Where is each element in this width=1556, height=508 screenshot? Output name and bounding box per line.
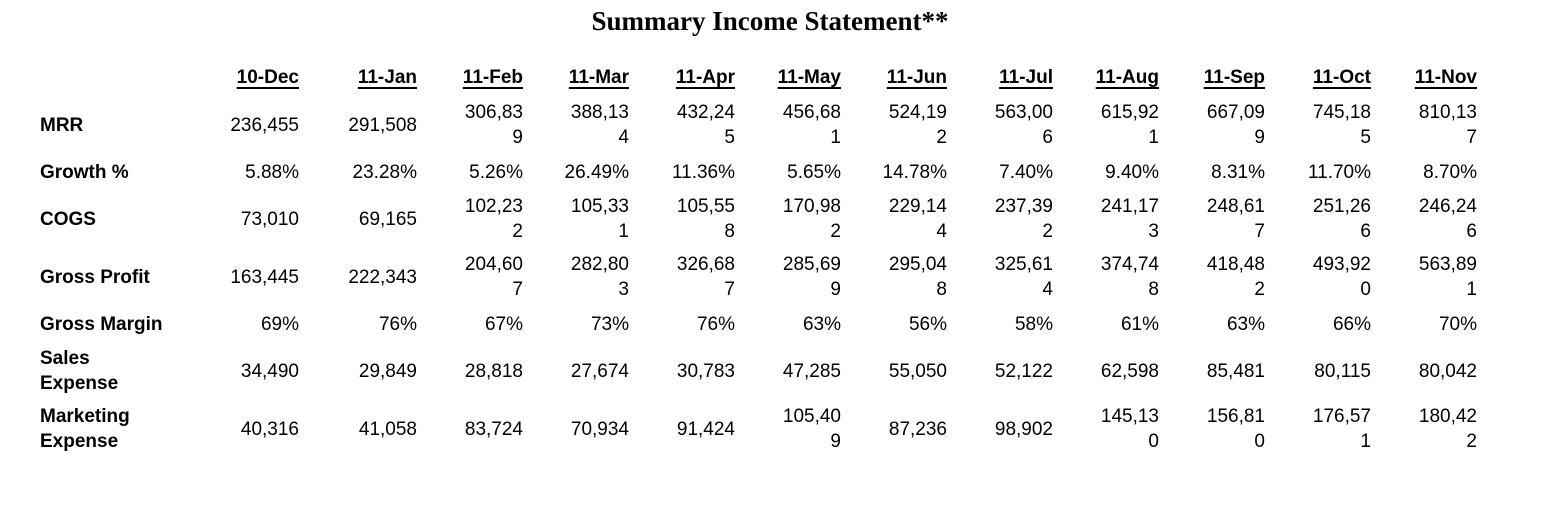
row-label: Marketing Expense: [40, 406, 130, 452]
cell: 105,558: [676, 196, 735, 242]
cell: 29,849: [358, 360, 417, 382]
cell: 285,699: [782, 254, 841, 300]
cell: 667,099: [1206, 102, 1265, 148]
month-header: 11-Sep: [1203, 67, 1265, 88]
cell: 241,173: [1100, 196, 1159, 242]
month-header: 11-Feb: [462, 67, 523, 88]
cell: 745,185: [1312, 102, 1371, 148]
cell: 8.31%: [1211, 161, 1265, 183]
income-statement-table: [40, 62, 1481, 458]
table-row-sales-expense: [40, 342, 1481, 400]
cell: 237,392: [994, 196, 1053, 242]
cell: 83,724: [464, 418, 523, 440]
cell: 563,006: [994, 102, 1053, 148]
table-row-gross-profit: [40, 248, 1481, 306]
month-header: 11-Mar: [568, 67, 629, 88]
cell: 30,783: [676, 360, 735, 382]
cell: 41,058: [358, 418, 417, 440]
row-label: Gross Profit: [40, 266, 150, 288]
cell: 56%: [908, 313, 947, 335]
cell: 295,048: [888, 254, 947, 300]
table-row-cogs: [40, 190, 1481, 248]
month-header: 11-May: [777, 67, 841, 88]
cell: 388,134: [570, 102, 629, 148]
cell: 11.70%: [1307, 161, 1371, 183]
table-row-mrr: [40, 96, 1481, 154]
cell: 176,571: [1312, 406, 1371, 452]
month-header: 11-Nov: [1414, 67, 1477, 88]
cell: 291,508: [348, 114, 417, 136]
cell: 5.88%: [245, 161, 299, 183]
cell: 61%: [1120, 313, 1159, 335]
month-header: 11-Oct: [1312, 67, 1371, 88]
cell: 170,982: [782, 196, 841, 242]
cell: 67%: [484, 313, 523, 335]
cell: 66%: [1332, 313, 1371, 335]
cell: 26.49%: [564, 161, 629, 183]
cell: 810,137: [1418, 102, 1477, 148]
cell: 28,818: [464, 360, 523, 382]
row-label: Gross Margin: [40, 313, 163, 335]
cell: 58%: [1014, 313, 1053, 335]
cell: 76%: [378, 313, 417, 335]
corner-cell: [40, 62, 185, 96]
cell: 91,424: [676, 418, 735, 440]
cell: 63%: [802, 313, 841, 335]
cell: 98,902: [994, 418, 1053, 440]
header-row: [40, 62, 1481, 96]
cell: 80,042: [1418, 360, 1477, 382]
table-row-gross-margin: [40, 306, 1481, 342]
row-label: COGS: [40, 208, 96, 230]
cell: 73%: [590, 313, 629, 335]
cell: 52,122: [994, 360, 1053, 382]
cell: 418,482: [1206, 254, 1265, 300]
month-header: 11-Apr: [675, 67, 735, 88]
cell: 145,130: [1100, 406, 1159, 452]
cell: 248,617: [1206, 196, 1265, 242]
table-row-growth: [40, 154, 1481, 190]
cell: 251,266: [1312, 196, 1371, 242]
month-header: 11-Aug: [1095, 67, 1159, 88]
cell: 163,445: [230, 266, 299, 288]
cell: 306,839: [464, 102, 523, 148]
cell: 23.28%: [352, 161, 417, 183]
row-label: Growth %: [40, 161, 129, 183]
cell: 222,343: [348, 266, 417, 288]
cell: 105,331: [570, 196, 629, 242]
cell: 47,285: [782, 360, 841, 382]
cell: 236,455: [230, 114, 299, 136]
cell: 62,598: [1100, 360, 1159, 382]
cell: 524,192: [888, 102, 947, 148]
month-header: 11-Jun: [886, 67, 947, 88]
cell: 69%: [260, 313, 299, 335]
cell: 85,481: [1206, 360, 1265, 382]
cell: 563,891: [1418, 254, 1477, 300]
cell: 87,236: [888, 418, 947, 440]
cell: 282,803: [570, 254, 629, 300]
cell: 40,316: [240, 418, 299, 440]
cell: 55,050: [888, 360, 947, 382]
cell: 180,422: [1418, 406, 1477, 452]
cell: 615,921: [1100, 102, 1159, 148]
cell: 325,614: [994, 254, 1053, 300]
cell: 34,490: [240, 360, 299, 382]
cell: 432,245: [676, 102, 735, 148]
cell: 8.70%: [1423, 161, 1477, 183]
row-label: MRR: [40, 114, 84, 136]
month-header: 10-Dec: [236, 67, 299, 88]
cell: 7.40%: [999, 161, 1053, 183]
cell: 456,681: [782, 102, 841, 148]
month-header: 11-Jul: [999, 67, 1053, 88]
cell: 70%: [1438, 313, 1477, 335]
cell: 73,010: [240, 208, 299, 230]
cell: 105,409: [782, 406, 841, 452]
cell: 102,232: [464, 196, 523, 242]
cell: 69,165: [358, 208, 417, 230]
page-title: Summary Income Statement**: [591, 6, 949, 36]
cell: 11.36%: [671, 161, 735, 183]
cell: 63%: [1226, 313, 1265, 335]
cell: 70,934: [570, 418, 629, 440]
cell: 9.40%: [1105, 161, 1159, 183]
cell: 374,748: [1100, 254, 1159, 300]
row-label: Sales Expense: [40, 348, 119, 394]
cell: 156,810: [1206, 406, 1265, 452]
month-header: 11-Jan: [357, 67, 417, 88]
cell: 80,115: [1314, 360, 1371, 382]
cell: 326,687: [676, 254, 735, 300]
cell: 5.26%: [469, 161, 523, 183]
table-row-marketing-expense: [40, 400, 1481, 458]
cell: 76%: [696, 313, 735, 335]
cell: 5.65%: [787, 161, 841, 183]
cell: 229,144: [888, 196, 947, 242]
cell: 493,920: [1312, 254, 1371, 300]
cell: 246,246: [1418, 196, 1477, 242]
cell: 14.78%: [882, 161, 947, 183]
cell: 204,607: [464, 254, 523, 300]
cell: 27,674: [570, 360, 629, 382]
